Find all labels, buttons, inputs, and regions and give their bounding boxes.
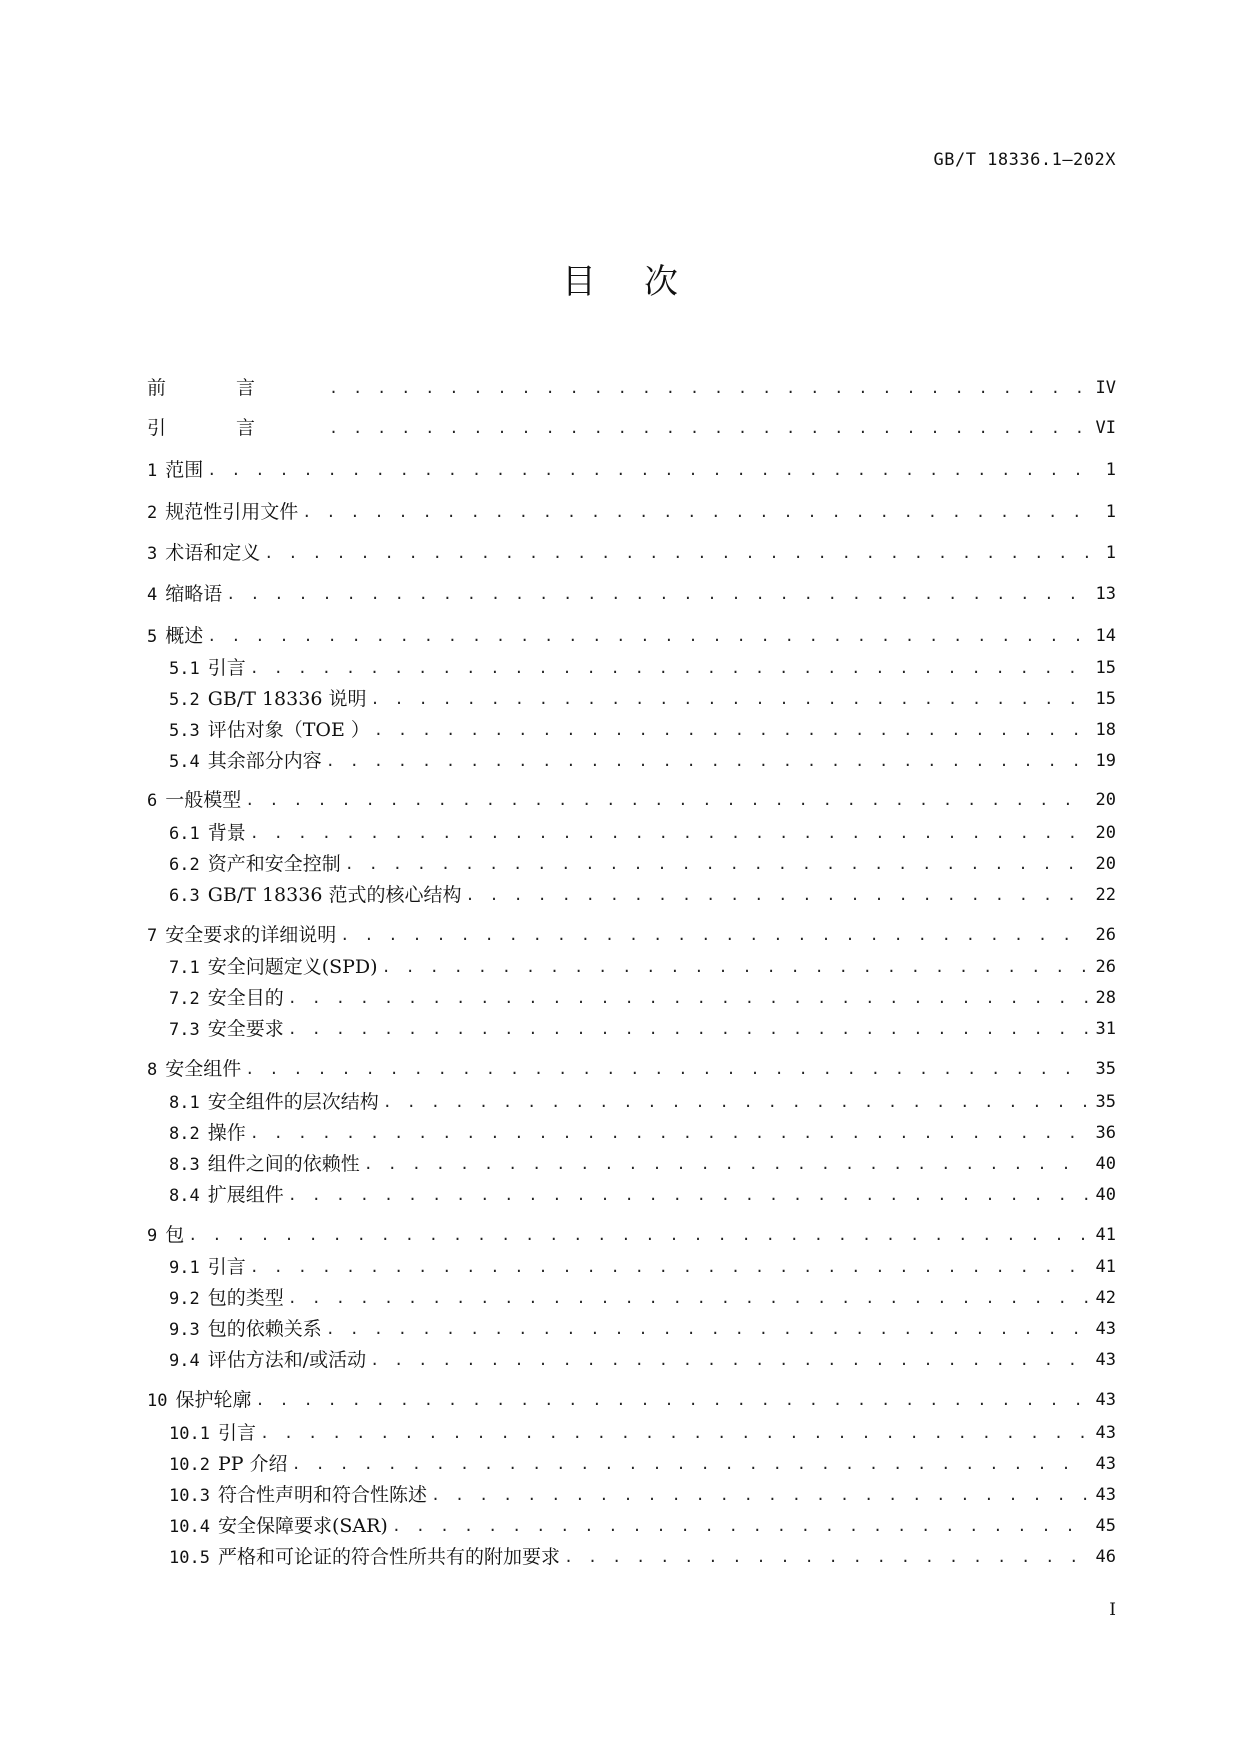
toc-entry-title: 安全目的	[207, 986, 284, 1009]
toc-entry-title: 概述	[165, 624, 204, 647]
toc-entry-title: 一般模型	[165, 788, 242, 811]
toc-leader-dots	[302, 497, 1097, 527]
toc-entry-label	[169, 1511, 392, 1542]
toc-leader-dots	[250, 1118, 1088, 1148]
toc-entry-label	[147, 538, 264, 569]
toc-entry-label	[169, 1252, 250, 1283]
toc-entry-title: 严格和可论证的符合性所共有的附加要求	[217, 1545, 560, 1568]
toc-page-number: 43	[1095, 1390, 1116, 1410]
toc-leader-dots	[288, 1283, 1088, 1313]
toc-entry-title: GB/T 18336 范式的核心结构	[207, 883, 462, 906]
toc-leader-dots	[431, 1480, 1088, 1510]
toc-entry-6-1[interactable]	[169, 818, 1116, 848]
toc-page-number: 13	[1095, 584, 1116, 604]
toc-entry-label	[147, 497, 302, 528]
toc-entry-number: 10	[147, 1390, 168, 1411]
toc-page-number: 20	[1095, 854, 1116, 874]
toc-entry-label	[147, 413, 329, 443]
toc-entry-number: 4	[147, 584, 158, 605]
toc-entry-8-2[interactable]	[169, 1118, 1116, 1148]
toc-entry-8-3[interactable]	[169, 1149, 1116, 1179]
toc-entry-7-2[interactable]	[169, 983, 1116, 1013]
toc-entry-title: 包的依赖关系	[207, 1317, 322, 1340]
toc-entry-title: 组件之间的依赖性	[207, 1152, 360, 1175]
toc-entry-number: 8	[147, 1059, 158, 1080]
toc-entry-8-1[interactable]	[169, 1087, 1116, 1117]
toc-entry-title: 保护轮廓	[175, 1388, 252, 1411]
toc-page-number: 28	[1095, 988, 1116, 1008]
toc-page-number: 31	[1095, 1019, 1116, 1039]
toc-page-number: 15	[1095, 689, 1116, 709]
toc-leader-dots	[382, 952, 1088, 982]
toc-entry-label	[169, 1087, 383, 1118]
toc-page-number: 35	[1095, 1092, 1116, 1112]
toc-entry-label	[169, 746, 326, 777]
toc-entry-label	[147, 920, 340, 951]
toc-leader-dots	[207, 621, 1087, 651]
toc-entry-number: 9.4	[169, 1350, 200, 1371]
toc-entry-title: 安全要求的详细说明	[165, 923, 337, 946]
toc-page-number: 18	[1095, 720, 1116, 740]
toc-entry-label	[147, 1054, 245, 1085]
toc-entry-title: 范围	[165, 458, 204, 481]
toc-entry-title: 术语和定义	[165, 541, 261, 564]
toc-entry-label	[147, 621, 207, 652]
toc-entry-title: 引言	[217, 1421, 256, 1444]
toc-page-number: 22	[1095, 885, 1116, 905]
page-title: 目次	[562, 262, 726, 302]
toc-entry-5-2[interactable]	[169, 684, 1116, 714]
toc-entry-8[interactable]	[147, 1054, 1116, 1084]
toc-entry-number: 2	[147, 502, 158, 523]
toc-entry-number: 8.4	[169, 1185, 200, 1206]
toc-leader-dots	[245, 1054, 1087, 1084]
toc-leader-dots	[329, 413, 1088, 443]
toc-page-number: 42	[1095, 1288, 1116, 1308]
toc-entry-7-3[interactable]	[169, 1014, 1116, 1044]
toc-entry-10-4[interactable]	[169, 1511, 1116, 1541]
toc-page-number: 20	[1095, 790, 1116, 810]
toc-entry-introduction[interactable]	[147, 413, 1116, 443]
toc-leader-dots	[374, 715, 1088, 745]
toc-entry-title: 安全组件	[165, 1057, 242, 1080]
toc-entry-7[interactable]	[147, 920, 1116, 950]
toc-leader-dots	[264, 538, 1097, 568]
toc-page-number: 45	[1095, 1516, 1116, 1536]
toc-leader-dots	[370, 684, 1087, 714]
toc-entry-7-1[interactable]	[169, 952, 1116, 982]
toc-entry-number: 8.1	[169, 1092, 200, 1113]
toc-entry-5[interactable]	[147, 621, 1116, 651]
toc-entry-9-1[interactable]	[169, 1252, 1116, 1282]
toc-entry-title: 背景	[207, 821, 246, 844]
toc-page-number: 36	[1095, 1123, 1116, 1143]
toc-page-number: 26	[1095, 925, 1116, 945]
toc-entry-label	[169, 880, 465, 911]
toc-entry-title: 操作	[207, 1121, 246, 1144]
toc-page-number: 43	[1095, 1454, 1116, 1474]
toc-entry-label	[169, 1014, 288, 1045]
toc-entry-title: 其余部分内容	[207, 749, 322, 772]
toc-entry-label	[147, 373, 329, 403]
toc-entry-label	[169, 1449, 292, 1480]
toc-entry-label	[147, 785, 245, 816]
toc-page-number: VI	[1095, 418, 1116, 438]
toc-entry-label	[169, 983, 288, 1014]
toc-entry-title: 资产和安全控制	[207, 852, 341, 875]
toc-leader-dots	[465, 880, 1087, 910]
toc-entry-title: 包的类型	[207, 1286, 284, 1309]
toc-entry-title: 前言	[147, 377, 326, 399]
toc-entry-label	[169, 1542, 564, 1573]
toc-page-number: 35	[1095, 1059, 1116, 1079]
toc-entry-9-2[interactable]	[169, 1283, 1116, 1313]
toc-entry-9[interactable]	[147, 1220, 1116, 1250]
toc-leader-dots	[207, 455, 1097, 485]
toc-entry-number: 6.3	[169, 885, 200, 906]
toc-entry-label	[147, 455, 207, 486]
toc-entry-number: 9	[147, 1225, 158, 1246]
toc-entry-number: 10.5	[169, 1547, 210, 1568]
toc-entry-label	[169, 818, 250, 849]
toc-leader-dots	[260, 1418, 1088, 1448]
toc-entry-number: 9.2	[169, 1288, 200, 1309]
toc-entry-label	[169, 849, 345, 880]
toc-entry-10-1[interactable]	[169, 1418, 1116, 1448]
toc-entry-number: 7.1	[169, 957, 200, 978]
toc-entry-6-3[interactable]	[169, 880, 1116, 910]
toc-entry-number: 6.2	[169, 854, 200, 875]
toc-entry-title: 安全组件的层次结构	[207, 1090, 379, 1113]
toc-entry-number: 5.3	[169, 720, 200, 741]
toc-page-number: 40	[1095, 1185, 1116, 1205]
toc-leader-dots	[364, 1149, 1088, 1179]
toc-page-number: 14	[1095, 626, 1116, 646]
page-number: I	[1109, 1600, 1116, 1620]
toc-entry-title: PP 介绍	[217, 1452, 288, 1475]
toc-entry-title: 扩展组件	[207, 1183, 284, 1206]
toc-entry-number: 7.3	[169, 1019, 200, 1040]
toc-page-number: 20	[1095, 823, 1116, 843]
toc-entry-number: 3	[147, 543, 158, 564]
toc-entry-label	[147, 579, 226, 610]
toc-entry-title: 安全要求	[207, 1017, 284, 1040]
toc-entry-label	[169, 952, 382, 983]
toc-entry-number: 5.1	[169, 658, 200, 679]
toc-page-number: 1	[1105, 502, 1116, 522]
toc-leader-dots	[288, 1014, 1088, 1044]
toc-page-number: 1	[1105, 460, 1116, 480]
toc-entry-title: 包	[165, 1223, 185, 1246]
toc-entry-label	[169, 715, 374, 746]
toc-page-number: 43	[1095, 1485, 1116, 1505]
toc-entry-label	[147, 1220, 188, 1251]
toc-leader-dots	[392, 1511, 1088, 1541]
toc-leader-dots	[250, 818, 1088, 848]
toc-page-number: 43	[1095, 1350, 1116, 1370]
toc-page-number: 43	[1095, 1423, 1116, 1443]
toc-entry-number: 10.2	[169, 1454, 210, 1475]
toc-entry-6-2[interactable]	[169, 849, 1116, 879]
toc-entry-foreword[interactable]	[147, 373, 1116, 403]
toc-entry-number: 8.3	[169, 1154, 200, 1175]
toc-page-number: 15	[1095, 658, 1116, 678]
toc-entry-title: 评估对象（TOE ）	[207, 718, 370, 741]
toc-leader-dots	[370, 1345, 1087, 1375]
toc-leader-dots	[188, 1220, 1087, 1250]
toc-entry-number: 8.2	[169, 1123, 200, 1144]
toc-leader-dots	[564, 1542, 1088, 1572]
toc-page-number: IV	[1095, 378, 1116, 398]
toc-entry-number: 7.2	[169, 988, 200, 1009]
toc-entry-number: 10.4	[169, 1516, 210, 1537]
toc-entry-title: 引言	[207, 656, 246, 679]
toc-page-number: 43	[1095, 1319, 1116, 1339]
toc-entry-4[interactable]	[147, 579, 1116, 609]
toc-entry-1[interactable]	[147, 455, 1116, 485]
toc-entry-2[interactable]	[147, 497, 1116, 527]
toc-leader-dots	[292, 1449, 1088, 1479]
toc-entry-6[interactable]	[147, 785, 1116, 815]
toc-entry-title: 符合性声明和符合性陈述	[217, 1483, 427, 1506]
toc-leader-dots	[326, 1314, 1088, 1344]
toc-entry-label	[169, 1118, 250, 1149]
toc-page-number: 40	[1095, 1154, 1116, 1174]
toc-entry-number: 9.1	[169, 1257, 200, 1278]
toc-entry-number: 6.1	[169, 823, 200, 844]
toc-entry-5-1[interactable]	[169, 653, 1116, 683]
toc-page-number: 19	[1095, 751, 1116, 771]
toc-leader-dots	[340, 920, 1087, 950]
toc-entry-label	[169, 1480, 431, 1511]
toc-entry-title: 安全保障要求(SAR)	[217, 1514, 388, 1537]
toc-leader-dots	[288, 983, 1088, 1013]
toc-entry-10-2[interactable]	[169, 1449, 1116, 1479]
toc-page-number: 41	[1095, 1257, 1116, 1277]
toc-page-number: 46	[1095, 1547, 1116, 1567]
toc-entry-title: GB/T 18336 说明	[207, 687, 367, 710]
toc-leader-dots	[226, 579, 1087, 609]
toc-entry-number: 7	[147, 925, 158, 946]
toc-entry-number: 10.3	[169, 1485, 210, 1506]
toc-entry-title: 缩略语	[165, 582, 223, 605]
toc-entry-number: 6	[147, 790, 158, 811]
toc-entry-9-3[interactable]	[169, 1314, 1116, 1344]
toc-leader-dots	[383, 1087, 1088, 1117]
toc-entry-label	[169, 1418, 260, 1449]
toc-entry-label	[169, 1314, 326, 1345]
toc-entry-number: 9.3	[169, 1319, 200, 1340]
toc-leader-dots	[345, 849, 1088, 879]
toc-entry-title: 评估方法和/或活动	[207, 1348, 367, 1371]
toc-leader-dots	[329, 373, 1088, 403]
toc-entry-label	[169, 684, 370, 715]
toc-entry-3[interactable]	[147, 538, 1116, 568]
toc-leader-dots	[245, 785, 1087, 815]
toc-entry-title: 引言	[147, 417, 326, 439]
toc-entry-number: 5	[147, 626, 158, 647]
toc-entry-number: 5.2	[169, 689, 200, 710]
standard-code: GB/T 18336.1—202X	[933, 150, 1116, 170]
toc-leader-dots	[256, 1385, 1088, 1415]
toc-entry-10-5[interactable]	[169, 1542, 1116, 1572]
toc-entry-5-4[interactable]	[169, 746, 1116, 776]
toc-leader-dots	[326, 746, 1088, 776]
toc-page-number: 1	[1105, 543, 1116, 563]
toc-entry-10[interactable]	[147, 1385, 1116, 1415]
toc-entry-title: 引言	[207, 1255, 246, 1278]
toc-entry-label	[169, 1345, 370, 1376]
toc-page-number: 41	[1095, 1225, 1116, 1245]
toc-entry-label	[169, 1149, 364, 1180]
toc-entry-title: 规范性引用文件	[165, 500, 299, 523]
toc-entry-number: 1	[147, 460, 158, 481]
toc-leader-dots	[250, 653, 1088, 683]
toc-entry-label	[169, 653, 250, 684]
toc-entry-label	[169, 1180, 288, 1211]
toc-entry-5-3[interactable]	[169, 715, 1116, 745]
toc-leader-dots	[288, 1180, 1088, 1210]
toc-entry-8-4[interactable]	[169, 1180, 1116, 1210]
toc-entry-number: 5.4	[169, 751, 200, 772]
toc-entry-10-3[interactable]	[169, 1480, 1116, 1510]
toc-entry-9-4[interactable]	[169, 1345, 1116, 1375]
toc-page-number: 26	[1095, 957, 1116, 977]
toc-leader-dots	[250, 1252, 1088, 1282]
toc-entry-label	[147, 1385, 256, 1416]
toc-entry-label	[169, 1283, 288, 1314]
toc-entry-number: 10.1	[169, 1423, 210, 1444]
toc-entry-title: 安全问题定义(SPD)	[207, 955, 378, 978]
